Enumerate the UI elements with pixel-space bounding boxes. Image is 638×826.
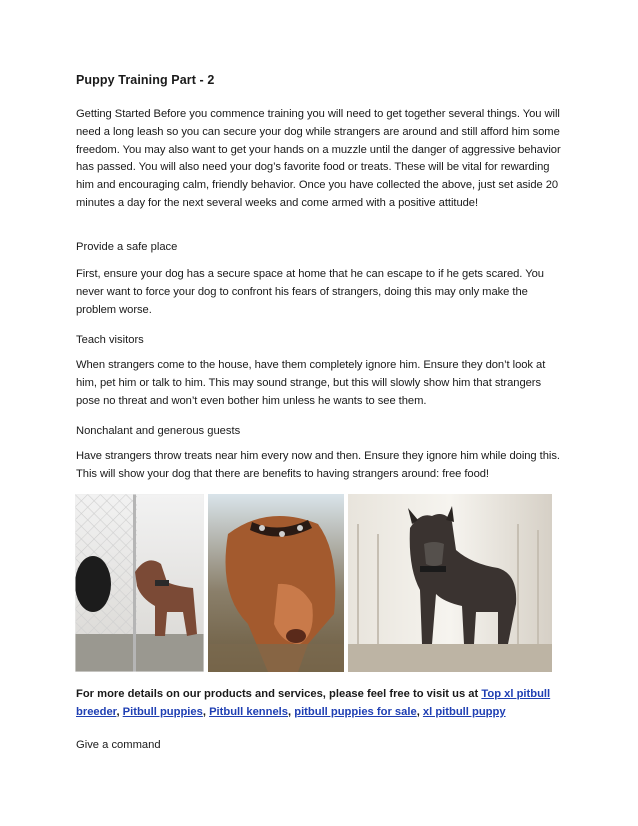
links-paragraph (76, 686, 566, 722)
link-xl-pitbull-puppy[interactable]: xl pitbull puppy (422, 705, 506, 718)
link-separator: , (202, 705, 210, 718)
link-top-xl-pitbull-breeder[interactable]: Top xl pitbull breeder (76, 688, 551, 718)
safe-place-paragraph: First, ensure your dog has a secure space at home that he can escape to if he gets scared. You never want to force your dog to confront his fears of strangers, doing this may only make the problem worse. (76, 268, 544, 316)
brindle-pitbull-photo (348, 494, 552, 672)
command-heading: Give a command (76, 739, 161, 751)
pitbull-at-fence-photo (75, 494, 204, 672)
link-pitbull-kennels[interactable]: Pitbull kennels (209, 705, 289, 718)
page-title: Puppy Training Part - 2 (76, 73, 215, 87)
link-pitbull-puppies-for-sale[interactable]: pitbull puppies for sale (294, 705, 417, 718)
link-separator: , (288, 705, 295, 718)
link-separator: , (116, 705, 123, 718)
intro-paragraph: Getting Started Before you commence training you will need to get together several things. You will need a long leash so you can secure your dog while strangers are around and still afford him some freedom. You may also want to get your hands on a muzzle until the danger of aggressive behavior has passed. You will also need your dog’s favorite food or treats. These will be vital for rewarding him and encouraging calm, friendly behavior. Once you have collected the above, just set aside 20 minutes a day for the next several weeks and come armed with a positive attitude! (76, 108, 561, 209)
visitors-heading: Teach visitors (76, 334, 144, 346)
guests-heading: Nonchalant and generous guests (76, 425, 241, 437)
link-separator: , (416, 705, 423, 718)
links-lead-text: For more details on our products and services, please feel free to visit us at (76, 688, 482, 700)
guests-paragraph: Have strangers throw treats near him every now and then. Ensure they ignore him while doing this. This will show your dog that there are benefits to having strangers around: free food! (76, 450, 560, 480)
visitors-paragraph: When strangers come to the house, have them completely ignore him. Ensure they don’t look at him, pet him or talk to him. This may sound strange, but this will slowly show him that strangers pose no threat and won’t even bother him unless he wants to see them. (76, 359, 546, 407)
safe-place-heading: Provide a safe place (76, 241, 178, 253)
red-nose-pitbull-photo (208, 494, 344, 672)
photo-strip (75, 494, 552, 672)
link-pitbull-puppies[interactable]: Pitbull puppies (122, 705, 203, 718)
